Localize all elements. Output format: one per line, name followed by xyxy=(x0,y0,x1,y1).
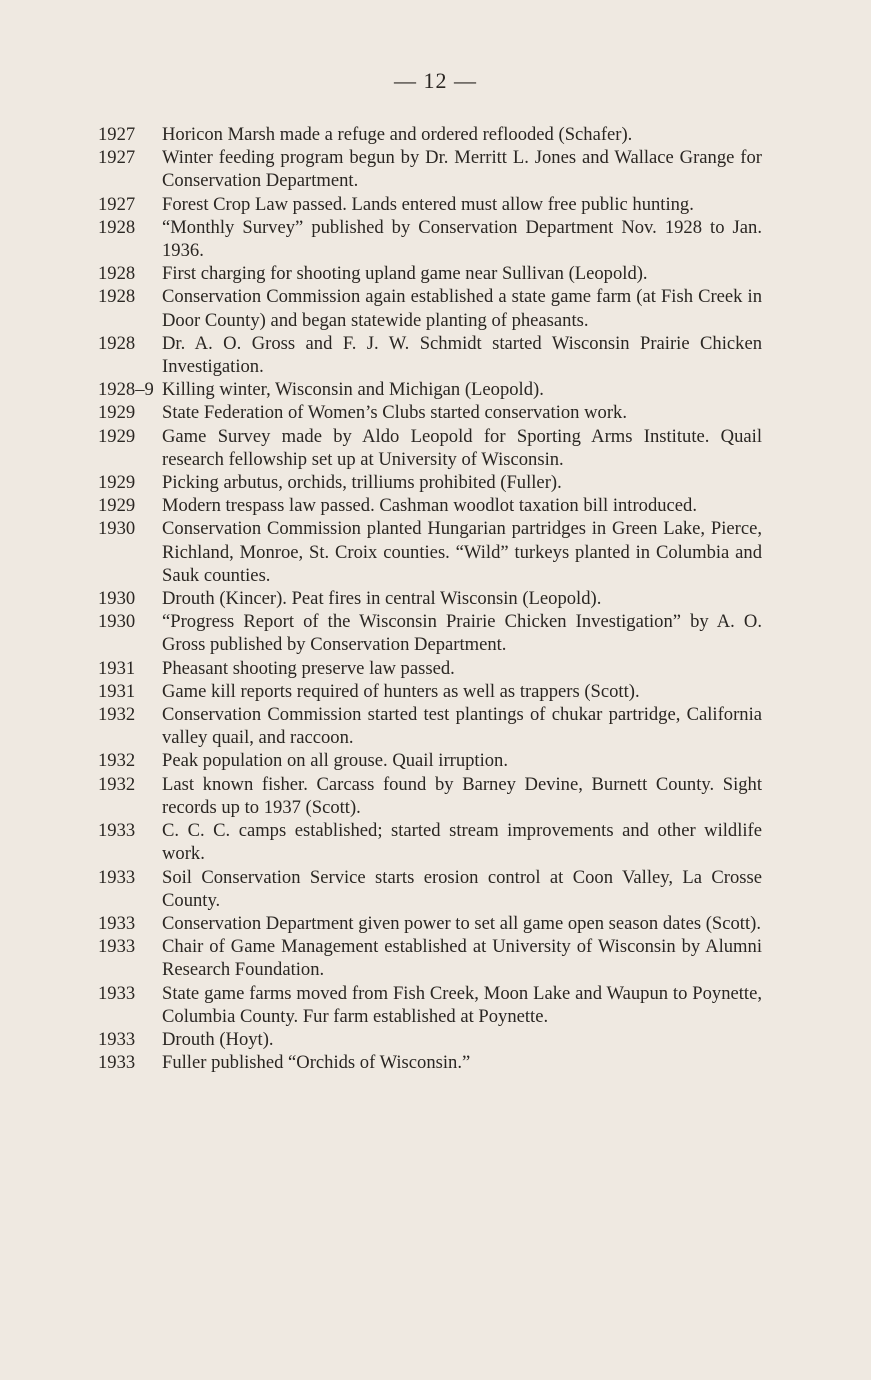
chronology-entry xyxy=(98,912,762,935)
entry-year: 1929 xyxy=(98,402,136,424)
entry-text: First charging for shooting upland game near Sullivan (Leopold). xyxy=(162,263,648,285)
chronology-entry xyxy=(98,285,762,331)
chronology-entry xyxy=(98,262,762,285)
entry-year: 1928 xyxy=(98,263,136,285)
entry-text: Conservation Commission started test plantings of chukar partridge, California valley quail, and raccoon. xyxy=(162,704,762,749)
entry-text: Peak population on all grouse. Quail irruption. xyxy=(162,750,508,772)
entry-text: Conservation Commission planted Hungarian partridges in Green Lake, Pierce, Richland, Monroe, St. Croix counties. “Wild” turkeys planted in Columbia and Sauk counties. xyxy=(162,518,762,586)
chronology-list xyxy=(98,123,762,1074)
entry-year: 1932 xyxy=(98,773,136,795)
entry-year: 1928 xyxy=(98,332,136,354)
entry-text: “Progress Report of the Wisconsin Prairie Chicken Investigation” by A. O. Gross published by Conservation Department. xyxy=(162,611,762,656)
entry-year: 1933 xyxy=(98,1028,136,1050)
entry-text: Drouth (Hoyt). xyxy=(162,1028,274,1050)
entry-text: Picking arbutus, orchids, trilliums prohibited (Fuller). xyxy=(162,472,562,494)
entry-text: C. C. C. camps established; started stream improvements and other wildlife work. xyxy=(162,820,762,865)
chronology-entry xyxy=(98,587,762,610)
entry-text: “Monthly Survey” published by Conservation Department Nov. 1928 to Jan. 1936. xyxy=(162,216,762,262)
entry-year: 1933 xyxy=(98,912,136,934)
entry-text: Game kill reports required of hunters as well as trappers (Scott). xyxy=(162,680,640,702)
chronology-entry xyxy=(98,123,762,146)
chronology-entry xyxy=(98,610,762,656)
chronology-entry xyxy=(98,425,762,471)
entry-year: 1927 xyxy=(98,147,136,169)
chronology-entry xyxy=(98,216,762,262)
entry-year: 1930 xyxy=(98,518,136,540)
entry-text: Horicon Marsh made a refuge and ordered reflooded (Schafer). xyxy=(162,124,633,145)
entry-text: Forest Crop Law passed. Lands entered must allow free public hunting. xyxy=(162,193,694,215)
entry-text: Pheasant shooting preserve law passed. xyxy=(162,657,455,679)
chronology-entry xyxy=(98,935,762,981)
entry-text: Killing winter, Wisconsin and Michigan (Leopold). xyxy=(162,379,544,401)
entry-text: Fuller published “Orchids of Wisconsin.” xyxy=(162,1052,471,1074)
entry-year: 1928–9 xyxy=(98,379,154,401)
chronology-entry xyxy=(98,749,762,772)
chronology-entry xyxy=(98,193,762,216)
entry-year: 1933 xyxy=(98,820,136,842)
entry-text: Conservation Department given power to set all game open season dates (Scott). xyxy=(162,912,761,934)
entry-year: 1932 xyxy=(98,704,136,726)
chronology-entry xyxy=(98,332,762,378)
chronology-entry xyxy=(98,517,762,587)
entry-text: Drouth (Kincer). Peat fires in central Wisconsin (Leopold). xyxy=(162,588,602,610)
chronology-entry xyxy=(98,773,762,819)
chronology-entry xyxy=(98,819,762,865)
entry-year: 1927 xyxy=(98,193,136,215)
entry-year: 1928 xyxy=(98,216,136,238)
entry-year: 1930 xyxy=(98,611,136,633)
entry-year: 1933 xyxy=(98,982,136,1004)
chronology-entry xyxy=(98,494,762,517)
entry-text: Chair of Game Management established at University of Wisconsin by Alumni Research Foundation. xyxy=(162,936,762,981)
chronology-entry xyxy=(98,866,762,912)
entry-year: 1929 xyxy=(98,472,136,494)
chronology-entry xyxy=(98,146,762,192)
entry-year: 1930 xyxy=(98,588,136,610)
entry-text: Soil Conservation Service starts erosion control at Coon Valley, La Crosse County. xyxy=(162,866,762,911)
chronology-entry xyxy=(98,1051,762,1074)
chronology-entry xyxy=(98,1028,762,1051)
entry-year: 1929 xyxy=(98,425,136,447)
entry-text: Last known fisher. Carcass found by Barney Devine, Burnett County. Sight records up to 1937 (Scott). xyxy=(162,773,762,818)
chronology-entry xyxy=(98,703,762,749)
entry-year: 1933 xyxy=(98,866,136,888)
entry-year: 1933 xyxy=(98,1052,136,1074)
page-number: — 12 — xyxy=(394,68,477,93)
entry-year: 1931 xyxy=(98,657,136,679)
entry-text: Game Survey made by Aldo Leopold for Sporting Arms Institute. Quail research fellowship set up at University of Wisconsin. xyxy=(162,425,762,470)
entry-year: 1931 xyxy=(98,680,136,702)
chronology-entry xyxy=(98,680,762,703)
entry-text: Modern trespass law passed. Cashman woodlot taxation bill introduced. xyxy=(162,495,697,517)
chronology-entry xyxy=(98,401,762,424)
chronology-entry xyxy=(98,378,762,401)
entry-year: 1928 xyxy=(98,286,136,308)
entry-year: 1932 xyxy=(98,750,136,772)
entry-text: State game farms moved from Fish Creek, Moon Lake and Waupun to Poynette, Columbia County. Fur farm established at Poynette. xyxy=(162,982,762,1027)
chronology-entry xyxy=(98,657,762,680)
chronology-entry xyxy=(98,471,762,494)
entry-year: 1927 xyxy=(98,124,136,145)
entry-text: Winter feeding program begun by Dr. Merritt L. Jones and Wallace Grange for Conservation Department. xyxy=(162,147,762,192)
entry-year: 1929 xyxy=(98,495,136,517)
chronology-entry xyxy=(98,982,762,1028)
entry-text: Dr. A. O. Gross and F. J. W. Schmidt started Wisconsin Prairie Chicken Investigation. xyxy=(162,332,762,378)
entry-text: State Federation of Women’s Clubs started conservation work. xyxy=(162,402,627,424)
entry-year: 1933 xyxy=(98,936,136,958)
entry-text: Conservation Commission again established a state game farm (at Fish Creek in Door County) and began statewide planting of pheasants. xyxy=(162,286,762,331)
